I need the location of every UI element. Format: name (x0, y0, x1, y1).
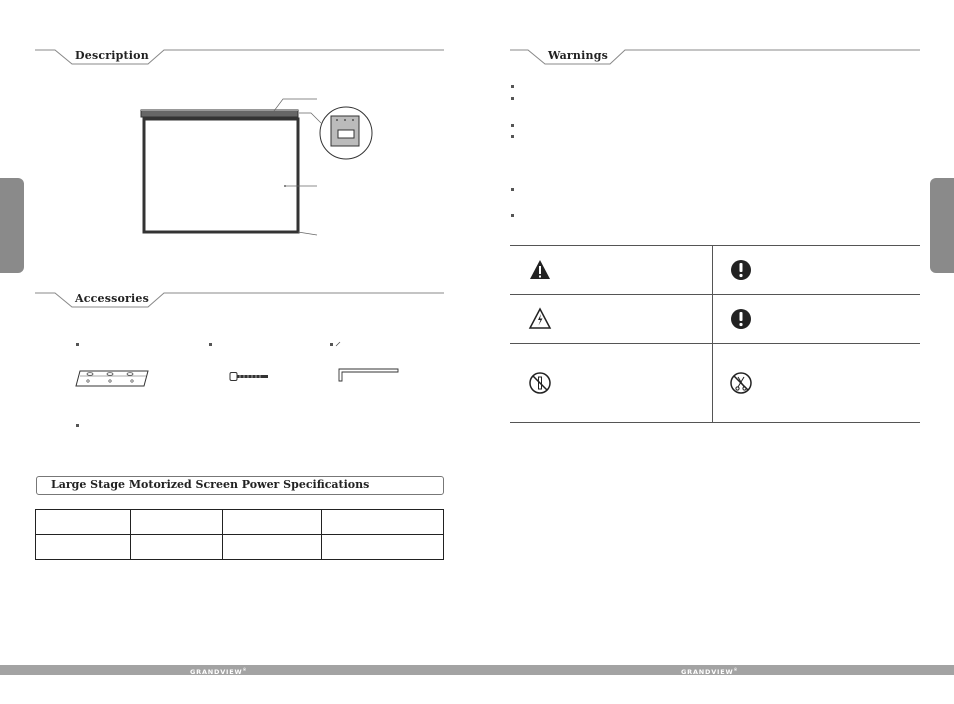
trademark-mark: ® (242, 667, 248, 672)
warning-bullet (511, 124, 514, 127)
warning-cell (510, 344, 713, 423)
warning-row (510, 295, 920, 344)
spec-title-box (36, 476, 444, 495)
accessory-bullet-screw (209, 343, 212, 346)
warning-bullet (511, 85, 514, 88)
exclamation-circle-icon (729, 307, 753, 331)
footer-brand-right (681, 665, 738, 675)
warning-bullet (511, 97, 514, 100)
warning-cell (713, 344, 921, 423)
footer-bar (0, 665, 954, 675)
screen-housing (141, 110, 298, 117)
caution-triangle-icon (528, 258, 552, 282)
trademark-mark: ® (733, 667, 739, 672)
hex-key-drawing (337, 367, 401, 383)
accessory-bullet-hex-key (330, 343, 333, 346)
bottom-bar-callout-line (298, 232, 317, 235)
warning-symbols-table (510, 245, 920, 423)
spec-table (35, 509, 444, 560)
brand-logo-text: GRANDVIEW (190, 668, 243, 677)
exclamation-circle-icon (729, 258, 753, 282)
spec-title: Large Stage Motorized Screen Power Specifications (51, 478, 370, 491)
spec-cell (322, 510, 444, 535)
warning-cell (713, 295, 921, 344)
screw-drawing (228, 371, 270, 383)
accessory-bullet-bracket (76, 343, 79, 346)
no-disassemble-icon (528, 371, 552, 395)
electric-shock-triangle-icon (528, 307, 552, 331)
warning-cell (510, 246, 713, 295)
wall-switch-detail (320, 107, 372, 159)
description-heading: Description (75, 49, 149, 62)
projection-surface (144, 119, 298, 232)
warning-bullet (511, 214, 514, 217)
warning-cell (510, 295, 713, 344)
accessory-bullet-extra (76, 424, 79, 427)
spec-cell (36, 510, 131, 535)
no-scissors-icon (729, 371, 753, 395)
switch-callout-line (299, 113, 321, 123)
spec-cell (223, 535, 322, 560)
warning-bullet (511, 135, 514, 138)
footer-brand-left (190, 665, 247, 675)
spec-cell (223, 510, 322, 535)
spec-cell (131, 510, 223, 535)
warnings-heading: Warnings (548, 49, 608, 62)
spec-cell (36, 535, 131, 560)
spec-cell (131, 535, 223, 560)
spec-table-row (36, 535, 444, 560)
warning-row (510, 344, 920, 423)
spec-table-header-row (36, 510, 444, 535)
spec-cell (322, 535, 444, 560)
screen-diagram (135, 95, 395, 245)
mounting-bracket-drawing (74, 368, 154, 390)
pen-icon (335, 341, 341, 347)
brand-logo-text: GRANDVIEW (681, 668, 734, 677)
warning-cell (713, 246, 921, 295)
accessories-heading: Accessories (75, 292, 150, 305)
warning-bullet (511, 188, 514, 191)
warning-row (510, 246, 920, 295)
